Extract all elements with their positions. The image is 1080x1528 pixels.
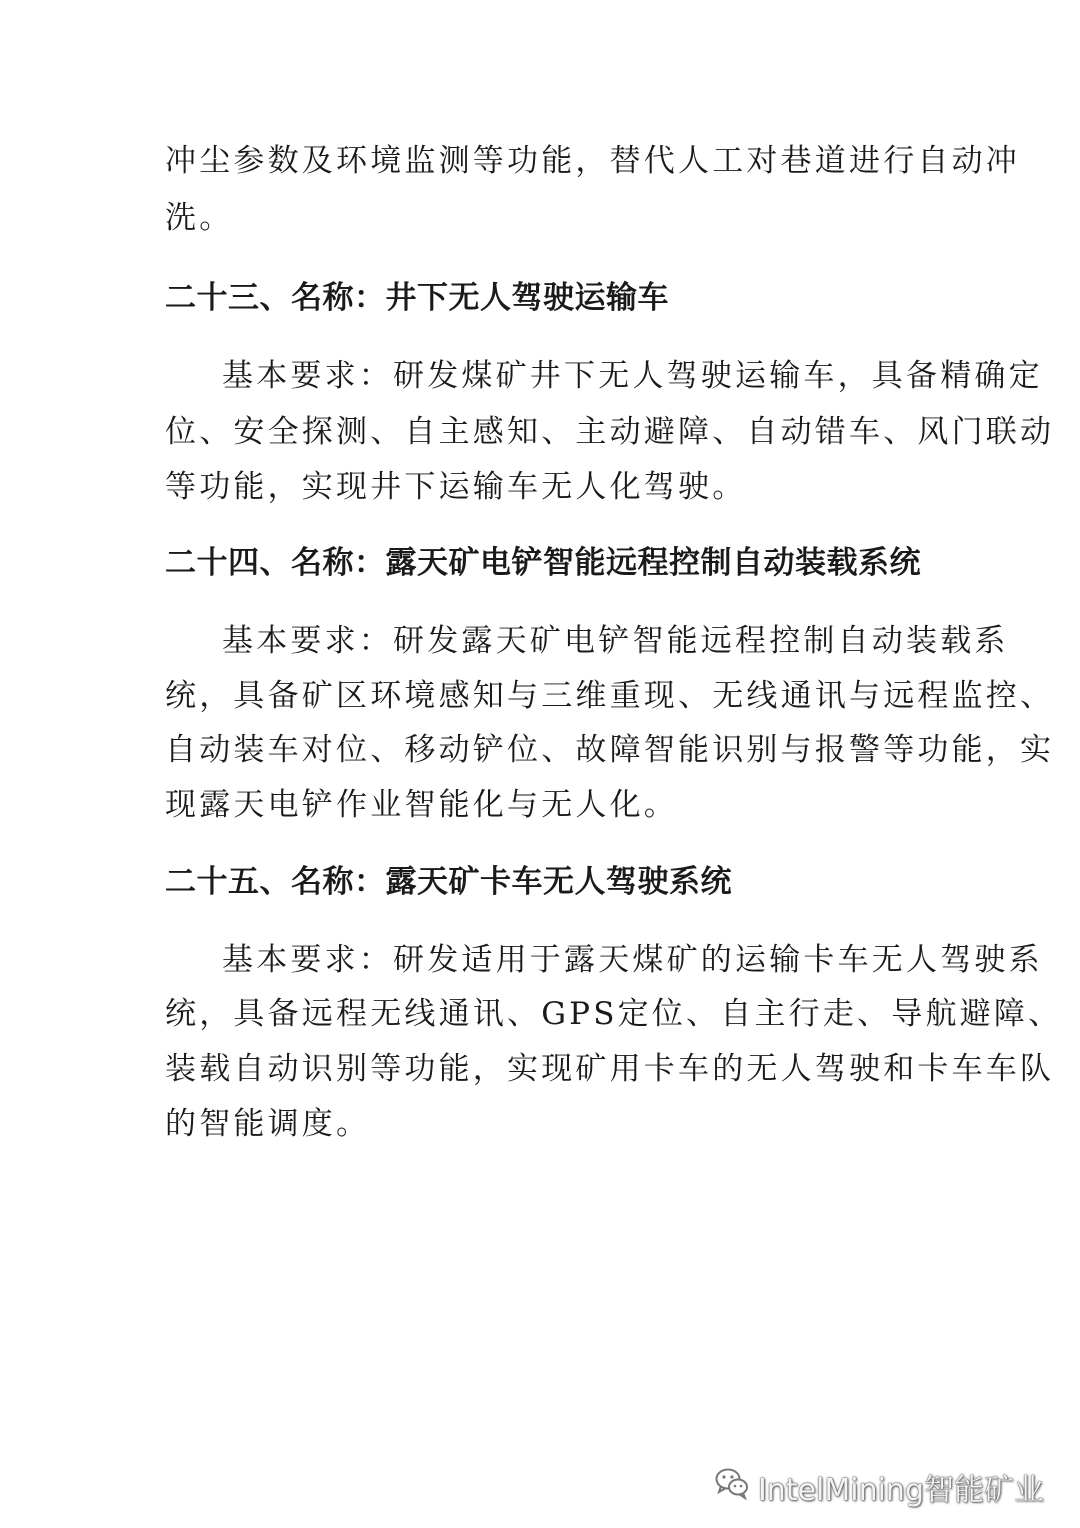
- paragraph-line: 基本要求：研发煤矿井下无人驾驶运输车，具备精确定: [222, 358, 1043, 394]
- section-heading-25: 二十五、名称：露天矿卡车无人驾驶系统: [165, 864, 732, 900]
- paragraph-line: 统，具备远程无线通讯、GPS定位、自主行走、导航避障、: [165, 996, 1063, 1032]
- section-heading-24: 二十四、名称：露天矿电铲智能远程控制自动装载系统: [165, 545, 921, 581]
- paragraph-line: 基本要求：研发露天矿电铲智能远程控制自动装载系: [222, 623, 1009, 659]
- paragraph-line: 位、安全探测、自主感知、主动避障、自动错车、风门联动: [165, 414, 1055, 450]
- paragraph-line: 基本要求：研发适用于露天煤矿的运输卡车无人驾驶系: [222, 942, 1043, 978]
- paragraph-line: 冲尘参数及环境监测等功能，替代人工对巷道进行自动冲: [165, 143, 1020, 179]
- paragraph-line: 现露天电铲作业智能化与无人化。: [165, 787, 678, 823]
- paragraph-line: 等功能，实现井下运输车无人化驾驶。: [165, 469, 747, 505]
- paragraph-line: 自动装车对位、移动铲位、故障智能识别与报警等功能，实: [165, 732, 1055, 768]
- watermark-text: IntelMining智能矿业: [757, 1473, 1044, 1508]
- paragraph-line: 装载自动识别等功能，实现矿用卡车的无人驾驶和卡车车队: [165, 1051, 1055, 1087]
- wechat-icon: [714, 1466, 750, 1508]
- watermark: [714, 1465, 1044, 1509]
- paragraph-line: 统，具备矿区环境感知与三维重现、无线通讯与远程监控、: [165, 678, 1055, 714]
- paragraph-line: 的智能调度。: [165, 1106, 371, 1142]
- paragraph-line: 洗。: [165, 200, 234, 236]
- section-heading-23: 二十三、名称：井下无人驾驶运输车: [165, 280, 669, 316]
